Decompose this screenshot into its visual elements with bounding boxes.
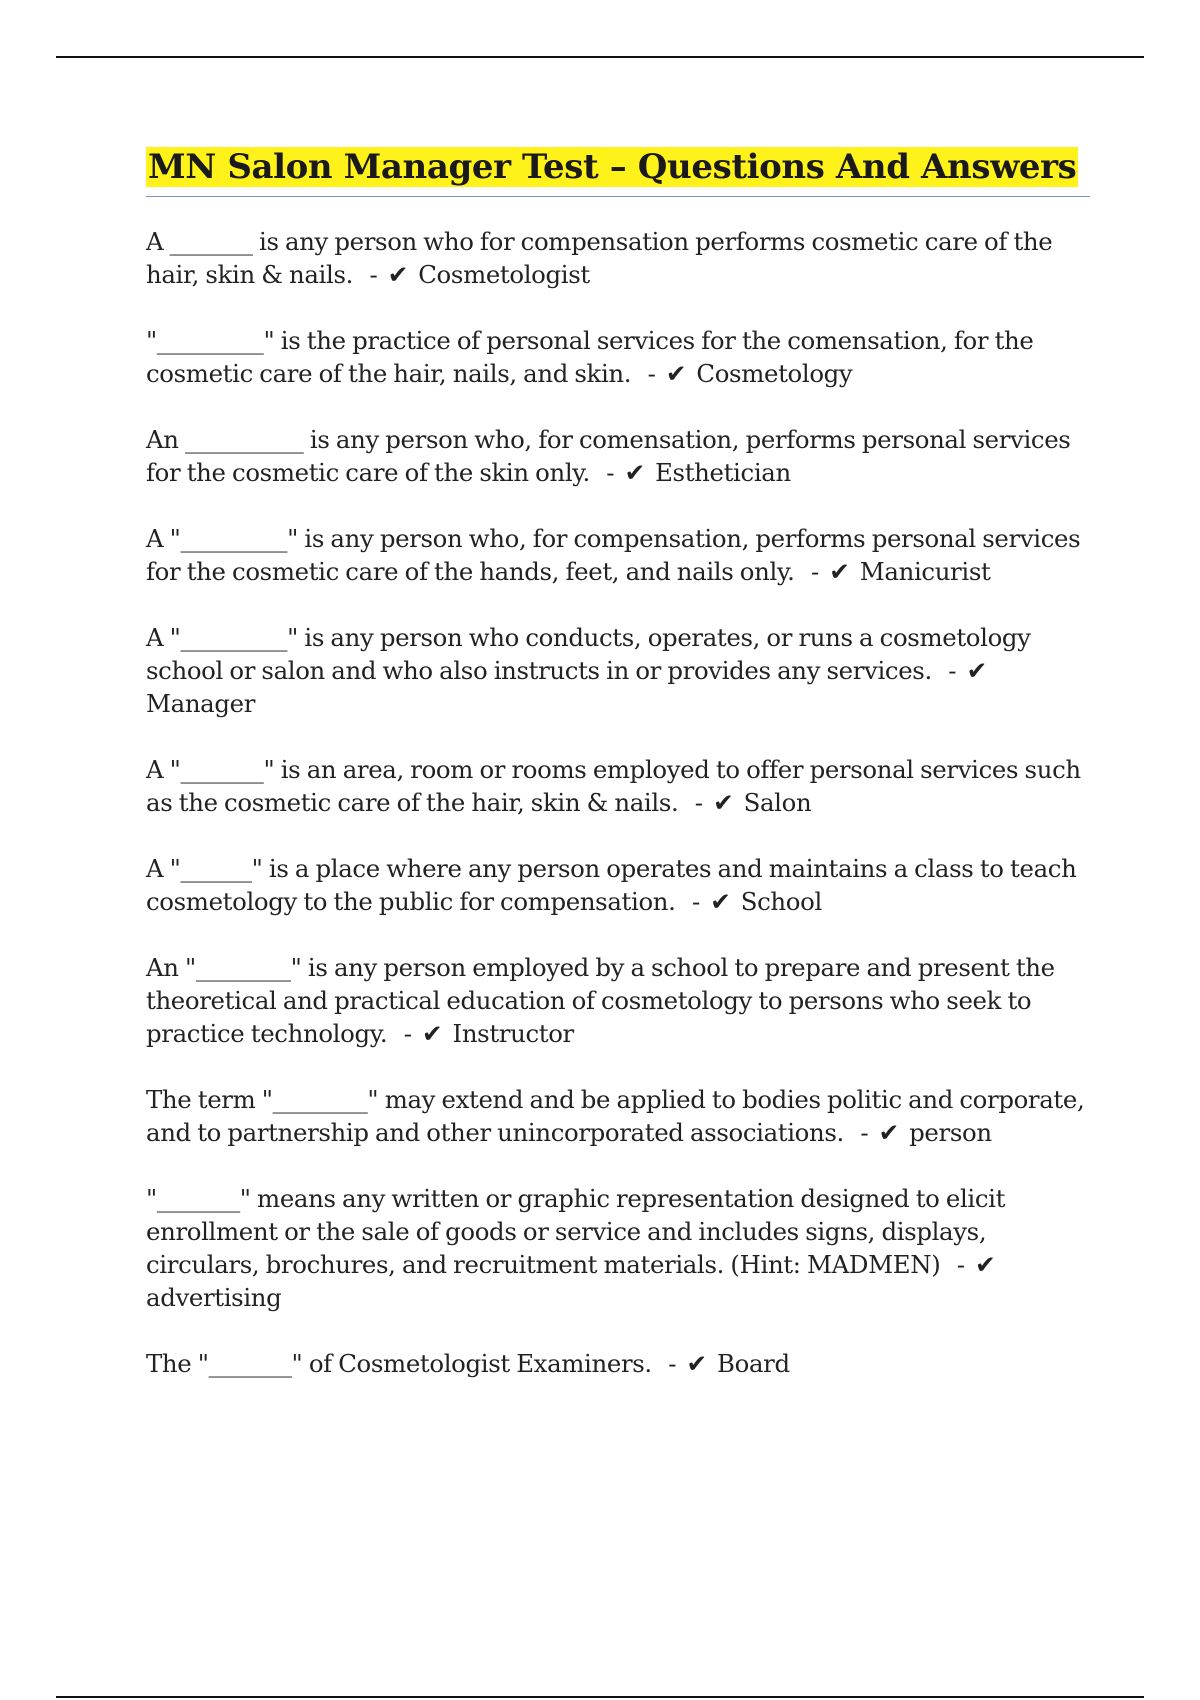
question-text: A "______" is a place where any person operates and maintains a class to teach cosmetology to the public for compensation. (146, 854, 1077, 916)
checkmark-icon: ✔ (387, 260, 408, 289)
answer-text: Esthetician (655, 458, 791, 487)
checkmark-icon: ✔ (710, 887, 731, 916)
qa-item (146, 1182, 1090, 1314)
checkmark-icon: ✔ (713, 788, 734, 817)
qa-item (146, 324, 1090, 390)
answer-text: Board (717, 1349, 790, 1378)
qa-item (146, 621, 1090, 720)
answer-text: School (740, 887, 822, 916)
answer-separator: - (810, 557, 819, 586)
answer-text: Cosmetology (696, 359, 853, 388)
checkmark-icon: ✔ (686, 1349, 707, 1378)
document-body (146, 144, 1090, 1413)
answer-text: person (909, 1118, 992, 1147)
answer-separator: - (369, 260, 378, 289)
question-text: A _______ is any person who for compensation performs cosmetic care of the hair, skin & nails. (146, 227, 1053, 289)
answer-separator: - (691, 887, 700, 916)
answer-separator: - (948, 656, 957, 685)
question-text: An __________ is any person who, for comensation, performs personal services for the cosmetic care of the skin only. (146, 425, 1071, 487)
qa-item (146, 1347, 1090, 1380)
checkmark-icon: ✔ (878, 1118, 899, 1147)
qa-item (146, 753, 1090, 819)
answer-text: Manager (146, 689, 256, 718)
qa-item (146, 225, 1090, 291)
answer-separator: - (694, 788, 703, 817)
qa-item (146, 951, 1090, 1050)
answer-separator: - (860, 1118, 869, 1147)
qa-item (146, 1083, 1090, 1149)
question-text: "_________" is the practice of personal services for the comensation, for the cosmetic care of the hair, nails, and skin. (146, 326, 1034, 388)
question-text: A "_______" is an area, room or rooms employed to offer personal services such as the cosmetic care of the hair, skin & nails. (146, 755, 1081, 817)
document-title: MN Salon Manager Test – Questions And Answers (148, 147, 1077, 187)
answer-text: Cosmetologist (418, 260, 590, 289)
checkmark-icon: ✔ (624, 458, 645, 487)
qa-list (146, 225, 1090, 1380)
question-text: The "_______" of Cosmetologist Examiners. (146, 1349, 652, 1378)
qa-item (146, 522, 1090, 588)
question-text: A "_________" is any person who, for compensation, performs personal services for the cosmetic care of the hands, feet, and nails only. (146, 524, 1081, 586)
answer-separator: - (668, 1349, 677, 1378)
checkmark-icon: ✔ (966, 656, 987, 685)
question-text: A "_________" is any person who conducts, operates, or runs a cosmetology school or salon and who also instructs in or provides any services. (146, 623, 1031, 685)
answer-text: Manicurist (859, 557, 991, 586)
answer-separator: - (956, 1250, 965, 1279)
question-text: The term "________" may extend and be applied to bodies politic and corporate, and to partnership and other unincorporated associations. (146, 1085, 1085, 1147)
qa-item (146, 423, 1090, 489)
checkmark-icon: ✔ (665, 359, 686, 388)
page-top-rule (56, 56, 1144, 58)
qa-item (146, 852, 1090, 918)
question-text: "_______" means any written or graphic representation designed to elicit enrollment or the sale of goods or service and includes signs, displays, circulars, brochures, and recruitment materials. (Hint: MADMEN) (146, 1184, 1006, 1279)
answer-text: Salon (743, 788, 812, 817)
answer-separator: - (647, 359, 656, 388)
answer-text: Instructor (452, 1019, 574, 1048)
checkmark-icon: ✔ (829, 557, 850, 586)
answer-separator: - (403, 1019, 412, 1048)
checkmark-icon: ✔ (422, 1019, 443, 1048)
answer-text: advertising (146, 1283, 282, 1312)
answer-separator: - (606, 458, 615, 487)
checkmark-icon: ✔ (975, 1250, 996, 1279)
title-block (146, 144, 1090, 197)
question-text: An "________" is any person employed by a school to prepare and present the theoretical and practical education of cosmetology to persons who seek to practice technology. (146, 953, 1055, 1048)
page-bottom-rule (56, 1696, 1144, 1698)
